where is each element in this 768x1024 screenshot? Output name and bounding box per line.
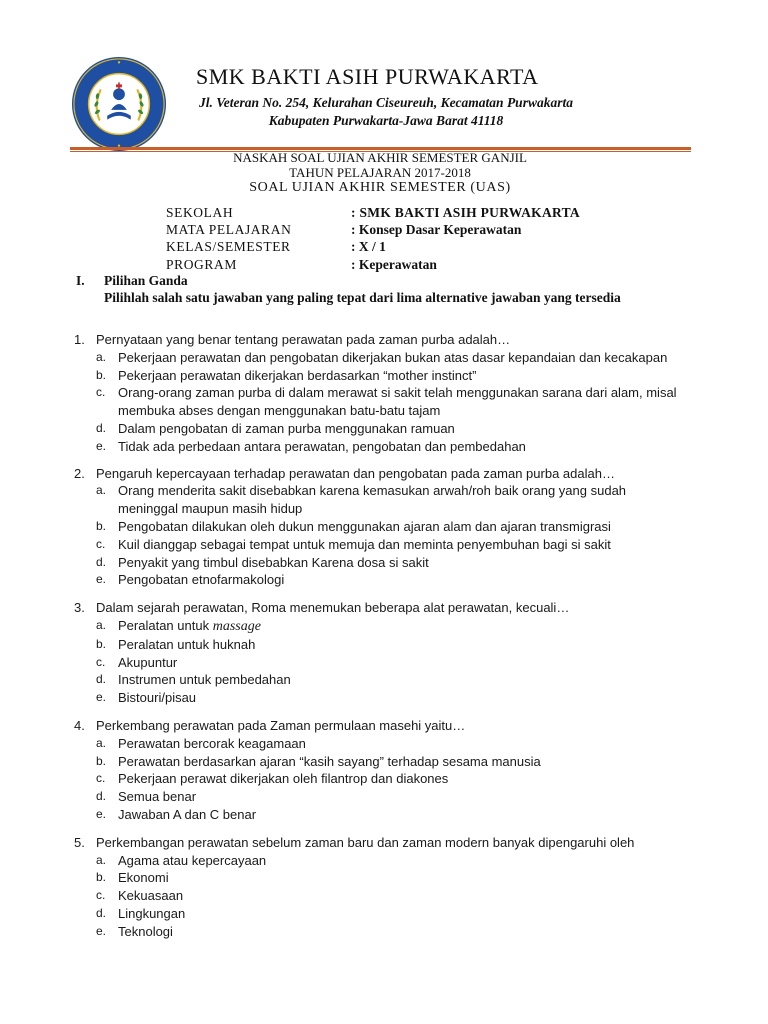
option-a: a. Peralatan untuk massage xyxy=(74,617,704,636)
info-value: : SMK BAKTI ASIH PURWAKARTA xyxy=(351,205,580,220)
info-row-program xyxy=(166,256,580,273)
question-2 xyxy=(74,465,704,590)
section-number: I. xyxy=(76,273,85,288)
option-b: b. Ekonomi xyxy=(74,869,704,887)
option-text: Bistouri/pisau xyxy=(118,690,197,706)
option-text: Penyakit yang timbul disebabkan Karena dosa si sakit xyxy=(118,554,429,570)
option-text: Perawatan bercorak keagamaan xyxy=(118,735,306,751)
exam-title-2: TAHUN PELAJARAN 2017-2018 xyxy=(289,165,471,180)
info-value: : X / 1 xyxy=(351,239,386,255)
question-3 xyxy=(74,599,704,707)
info-value: : Konsep Dasar Keperawatan xyxy=(351,222,522,238)
option-a: a. Perawatan bercorak keagamaan xyxy=(74,735,704,753)
option-text: Pekerjaan perawatan dan pengobatan dikerjakan bukan atas dasar kepandaian dan kecakapan xyxy=(118,349,668,365)
option-e: e. Teknologi xyxy=(74,923,704,941)
school-name: SMK BAKTI ASIH PURWAKARTA xyxy=(196,64,539,89)
option-text: Pekerjaan perawatan dikerjakan berdasarkan “mother instinct” xyxy=(118,367,477,383)
option-text: Kekuasaan xyxy=(118,888,184,904)
option-text: Dalam pengobatan di zaman purba menggunakan ramuan xyxy=(118,420,455,436)
question-number: 2. xyxy=(74,465,85,481)
option-text: Perawatan berdasarkan ajaran “kasih sayang” terhadap sesama manusia xyxy=(118,753,541,769)
question-5 xyxy=(74,834,704,941)
option-d: d. Instrumen untuk pembedahan xyxy=(74,671,704,689)
exam-title-3: SOAL UJIAN AKHIR SEMESTER (UAS) xyxy=(249,180,511,195)
option-text: Instrumen untuk pembedahan xyxy=(118,672,291,688)
option-text: Semua benar xyxy=(118,789,197,805)
option-a: a. Pekerjaan perawatan dan pengobatan dikerjakan bukan atas dasar kepandaian dan kecakapan xyxy=(74,349,704,367)
option-d: d. Penyakit yang timbul disebabkan Karena dosa si sakit xyxy=(74,554,704,572)
option-text: Pengobatan etnofarmakologi xyxy=(118,572,285,588)
info-row-subject xyxy=(166,221,580,238)
question-text: Pengaruh kepercayaan terhadap perawatan dan pengobatan pada zaman purba adalah… xyxy=(96,465,615,481)
option-c: c. Kekuasaan xyxy=(74,887,704,905)
info-row-class xyxy=(166,238,580,255)
option-c: c. Pekerjaan perawat dikerjakan oleh filantrop dan diakones xyxy=(74,770,704,788)
option-text: Ekonomi xyxy=(118,870,169,886)
info-label: PROGRAM xyxy=(166,256,237,272)
option-e: e. Jawaban A dan C benar xyxy=(74,806,704,824)
exam-info-table xyxy=(166,204,580,273)
question-4 xyxy=(74,717,704,824)
section-heading xyxy=(76,272,621,306)
option-c: c. Akupuntur xyxy=(74,654,704,672)
option-text: Agama atau kepercayaan xyxy=(118,852,267,868)
info-label: KELAS/SEMESTER xyxy=(166,239,291,255)
question-1 xyxy=(74,331,704,456)
option-italic-term: massage xyxy=(212,618,261,634)
exam-title-block xyxy=(120,150,640,195)
option-b: b. Pekerjaan perawatan dikerjakan berdasarkan “mother instinct” xyxy=(74,367,704,385)
question-text: Pernyataan yang benar tentang perawatan pada zaman purba adalah… xyxy=(96,332,511,347)
option-text: Jawaban A dan C benar xyxy=(118,806,257,822)
section-title: Pilihan Ganda xyxy=(104,273,188,288)
option-text: Kuil dianggap sebagai tempat untuk memuja dan meminta penyembuhan bagi si sakit xyxy=(118,536,611,552)
option-a: a. Orang menderita sakit disebabkan karena kemasukan arwah/roh baik orang yang sudah meninggal maupun masih hidup xyxy=(74,482,704,518)
school-logo xyxy=(70,55,168,153)
info-row-school xyxy=(166,204,580,221)
question-text: Dalam sejarah perawatan, Roma menemukan beberapa alat perawatan, kecuali… xyxy=(96,600,570,616)
question-text: Perkembang perawatan pada Zaman permulaan masehi yaitu… xyxy=(96,717,466,733)
question-text: Perkembangan perawatan sebelum zaman baru dan zaman modern banyak dipengaruhi oleh xyxy=(96,834,635,850)
option-text: Tidak ada perbedaan antara perawatan, pengobatan dan pembedahan xyxy=(118,438,526,454)
option-c: c. Orang-orang zaman purba di dalam merawat si sakit telah menggunakan sarana dari alam, misal membuka abses dengan menggunakan batu-batu tajam xyxy=(74,384,704,420)
question-number: 3. xyxy=(74,600,85,616)
exam-title-1: NASKAH SOAL UJIAN AKHIR SEMESTER GANJIL xyxy=(233,150,527,165)
option-text: Akupuntur xyxy=(118,654,178,670)
option-text: Orang menderita sakit disebabkan karena kemasukan arwah/roh baik orang yang sudah meninggal maupun masih hidup xyxy=(118,483,627,517)
option-d: d. Dalam pengobatan di zaman purba menggunakan ramuan xyxy=(74,420,704,438)
info-label: SEKOLAH xyxy=(166,205,234,220)
school-address xyxy=(176,94,596,130)
option-text: Pekerjaan perawat dikerjakan oleh filantrop dan diakones xyxy=(118,771,449,787)
info-value: : Keperawatan xyxy=(351,256,437,272)
option-e: e. Tidak ada perbedaan antara perawatan, pengobatan dan pembedahan xyxy=(74,438,704,456)
address-line-1: Jl. Veteran No. 254, Kelurahan Ciseureuh, Kecamatan Purwakarta xyxy=(199,95,573,110)
question-number: 1. xyxy=(74,332,85,347)
option-text: Lingkungan xyxy=(118,905,186,921)
option-b: b. Perawatan berdasarkan ajaran “kasih sayang” terhadap sesama manusia xyxy=(74,753,704,771)
option-d: d. Lingkungan xyxy=(74,905,704,923)
option-e: e. Pengobatan etnofarmakologi xyxy=(74,571,704,589)
question-number: 4. xyxy=(74,717,85,733)
option-b: b. Pengobatan dilakukan oleh dukun menggunakan ajaran alam dan ajaran transmigrasi xyxy=(74,518,704,536)
option-text: Pengobatan dilakukan oleh dukun menggunakan ajaran alam dan ajaran transmigrasi xyxy=(118,518,611,534)
option-text: Peralatan untuk massage xyxy=(118,617,261,634)
question-number: 5. xyxy=(74,834,85,850)
option-text: Peralatan untuk huknah xyxy=(118,636,256,652)
option-d: d. Semua benar xyxy=(74,788,704,806)
section-instruction: Pilihlah salah satu jawaban yang paling tepat dari lima alternative jawaban yang tersedia xyxy=(104,290,621,305)
option-text: Orang-orang zaman purba di dalam merawat si sakit telah menggunakan sarana dari alam, misal membuka abses dengan menggunakan batu-batu tajam xyxy=(118,385,677,419)
option-text: Teknologi xyxy=(118,923,173,939)
option-a: a. Agama atau kepercayaan xyxy=(74,852,704,870)
option-c: c. Kuil dianggap sebagai tempat untuk memuja dan meminta penyembuhan bagi si sakit xyxy=(74,536,704,554)
question-list xyxy=(74,331,704,951)
address-line-2: Kabupaten Purwakarta-Jawa Barat 41118 xyxy=(268,113,504,128)
option-b: b. Peralatan untuk huknah xyxy=(74,636,704,654)
option-e: e. Bistouri/pisau xyxy=(74,689,704,707)
info-label: MATA PELAJARAN xyxy=(166,222,292,238)
